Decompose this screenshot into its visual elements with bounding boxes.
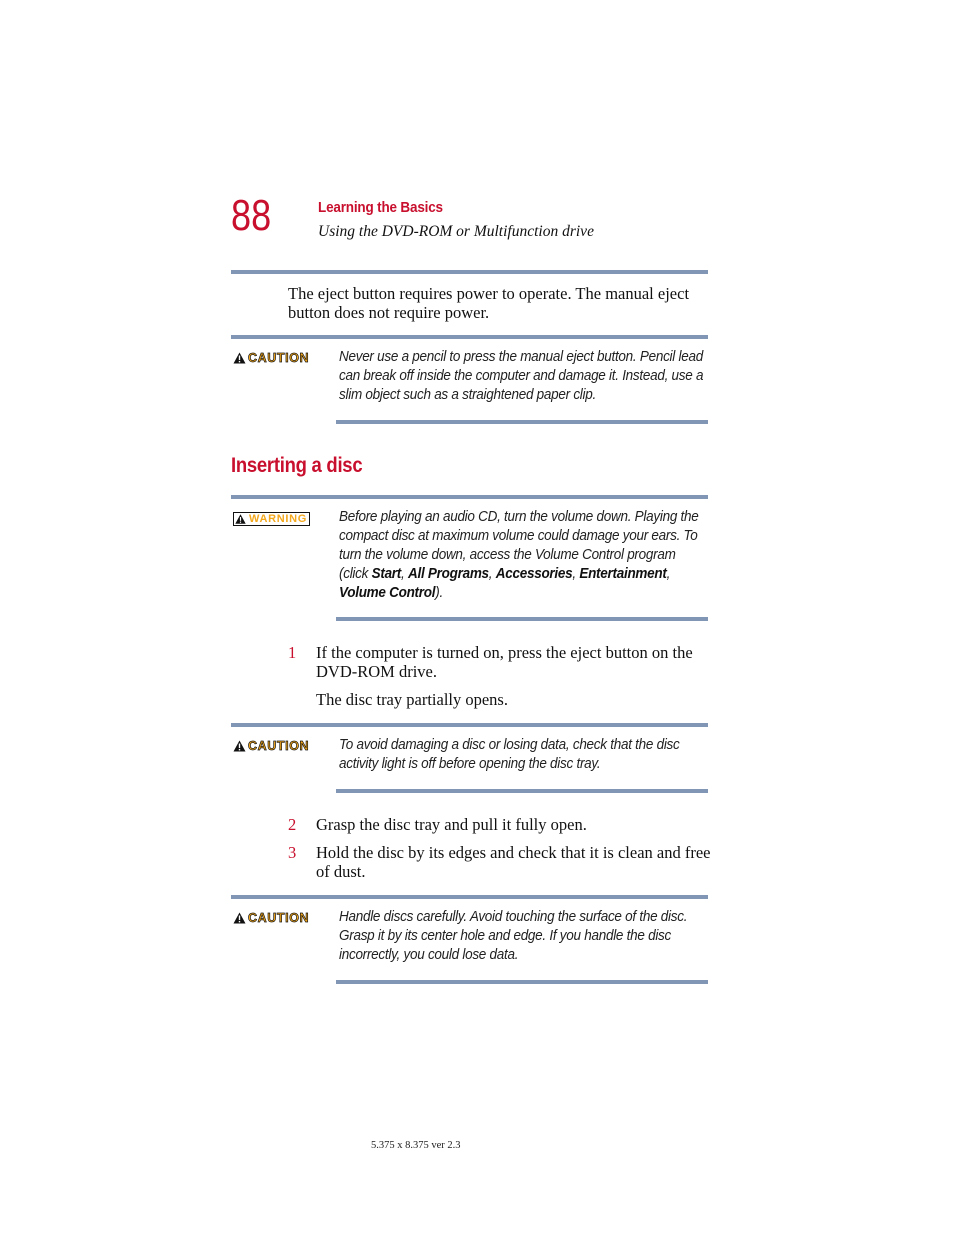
menu-accessories: Accessories [495, 565, 573, 582]
caution-top-rule [231, 723, 708, 727]
separator: , [401, 565, 409, 582]
caution-badge-label: CAUTION [248, 739, 310, 753]
caution-bottom-rule [336, 789, 708, 793]
menu-all-programs: All Programs [408, 565, 489, 582]
warning-triangle-icon [233, 912, 246, 924]
caution-text: Never use a pencil to press the manual eject button. Pencil lead can break off inside the computer and damage it. Instead, use a slim object such as a straightened paper clip. [339, 348, 704, 403]
step-number: 1 [288, 643, 297, 662]
menu-volume-control: Volume Control [339, 584, 436, 601]
caution-badge [233, 351, 309, 365]
menu-entertainment: Entertainment [579, 565, 667, 582]
step-number: 3 [288, 843, 297, 862]
warning-text-end: ). [435, 584, 443, 601]
caution-top-rule [231, 895, 708, 899]
warning-badge [233, 512, 310, 526]
separator: , [666, 565, 671, 582]
caution-badge-label: CAUTION [248, 911, 310, 925]
caution-text: To avoid damaging a disc or losing data, check that the disc activity light is off before opening the disc tray. [339, 736, 680, 772]
step-number: 2 [288, 815, 297, 834]
warning-triangle-icon [235, 514, 246, 524]
caution-badge-label: CAUTION [248, 351, 310, 365]
chapter-title: Learning the Basics [318, 199, 443, 216]
step-result: The disc tray partially opens. [316, 690, 508, 709]
warning-bottom-rule [336, 617, 708, 621]
caution-bottom-rule [336, 420, 708, 424]
separator: , [572, 565, 580, 582]
footer-version: 5.375 x 8.375 ver 2.3 [371, 1140, 461, 1151]
page-number: 88 [231, 191, 272, 240]
warning-badge-label: WARNING [249, 513, 308, 525]
step-text: Grasp the disc tray and pull it fully open. [316, 815, 587, 834]
warning-text [339, 507, 706, 602]
warning-triangle-icon [233, 352, 246, 364]
section-subtitle: Using the DVD-ROM or Multifunction drive [318, 223, 594, 240]
section-heading: Inserting a disc [231, 454, 363, 477]
separator: , [488, 565, 496, 582]
warning-triangle-icon [233, 740, 246, 752]
warning-text-intro: Before playing an audio CD, turn the volume down. Playing the compact disc at maximum volume could damage your ears. To turn the volume down, access the Volume Control program (click [339, 508, 699, 582]
caution-bottom-rule [336, 980, 708, 984]
caution-badge [233, 739, 309, 753]
step-text: If the computer is turned on, press the eject button on the DVD-ROM drive. [316, 643, 693, 681]
caution-text: Handle discs carefully. Avoid touching the surface of the disc. Grasp it by its center hole and edge. If you handle the disc incorrectly, you could lose data. [339, 908, 688, 963]
divider-rule [231, 270, 708, 274]
caution-badge [233, 911, 309, 925]
menu-start: Start [371, 565, 402, 582]
caution-top-rule [231, 335, 708, 339]
step-text: Hold the disc by its edges and check that it is clean and free of dust. [316, 843, 711, 881]
warning-top-rule [231, 495, 708, 499]
intro-paragraph: The eject button requires power to operate. The manual eject button does not require power. [288, 284, 690, 322]
warning-badge-box [233, 512, 310, 526]
